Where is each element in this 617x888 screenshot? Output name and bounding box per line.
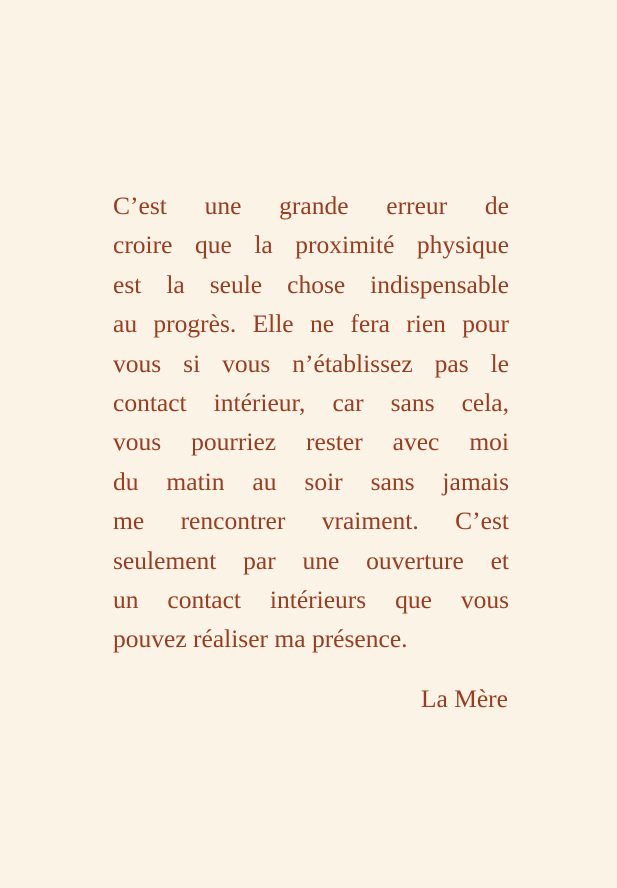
quote-line: du matin au soir sans jamais: [113, 466, 509, 496]
quote-line: vous pourriez rester avec moi: [113, 427, 509, 457]
quote-line: est la seule chose indispensable: [113, 269, 509, 299]
signature: La Mère: [420, 684, 508, 713]
quote-line: croire que la proximité physique: [113, 230, 509, 260]
quote-line: vous si vous n’établissez pas le: [113, 348, 509, 378]
quote-line: seulement par une ouverture et: [113, 545, 509, 575]
quote-text: [113, 186, 509, 659]
quote-line: me rencontrer vraiment. C’est: [113, 506, 509, 536]
quote-line: pouvez réaliser ma présence.: [113, 624, 408, 654]
quote-line: contact intérieur, car sans cela,: [113, 387, 509, 417]
quote-line: au progrès. Elle ne fera rien pour: [113, 309, 509, 339]
quote-line: C’est une grande erreur de: [113, 191, 509, 220]
quote-line: un contact intérieurs que vous: [113, 584, 509, 614]
